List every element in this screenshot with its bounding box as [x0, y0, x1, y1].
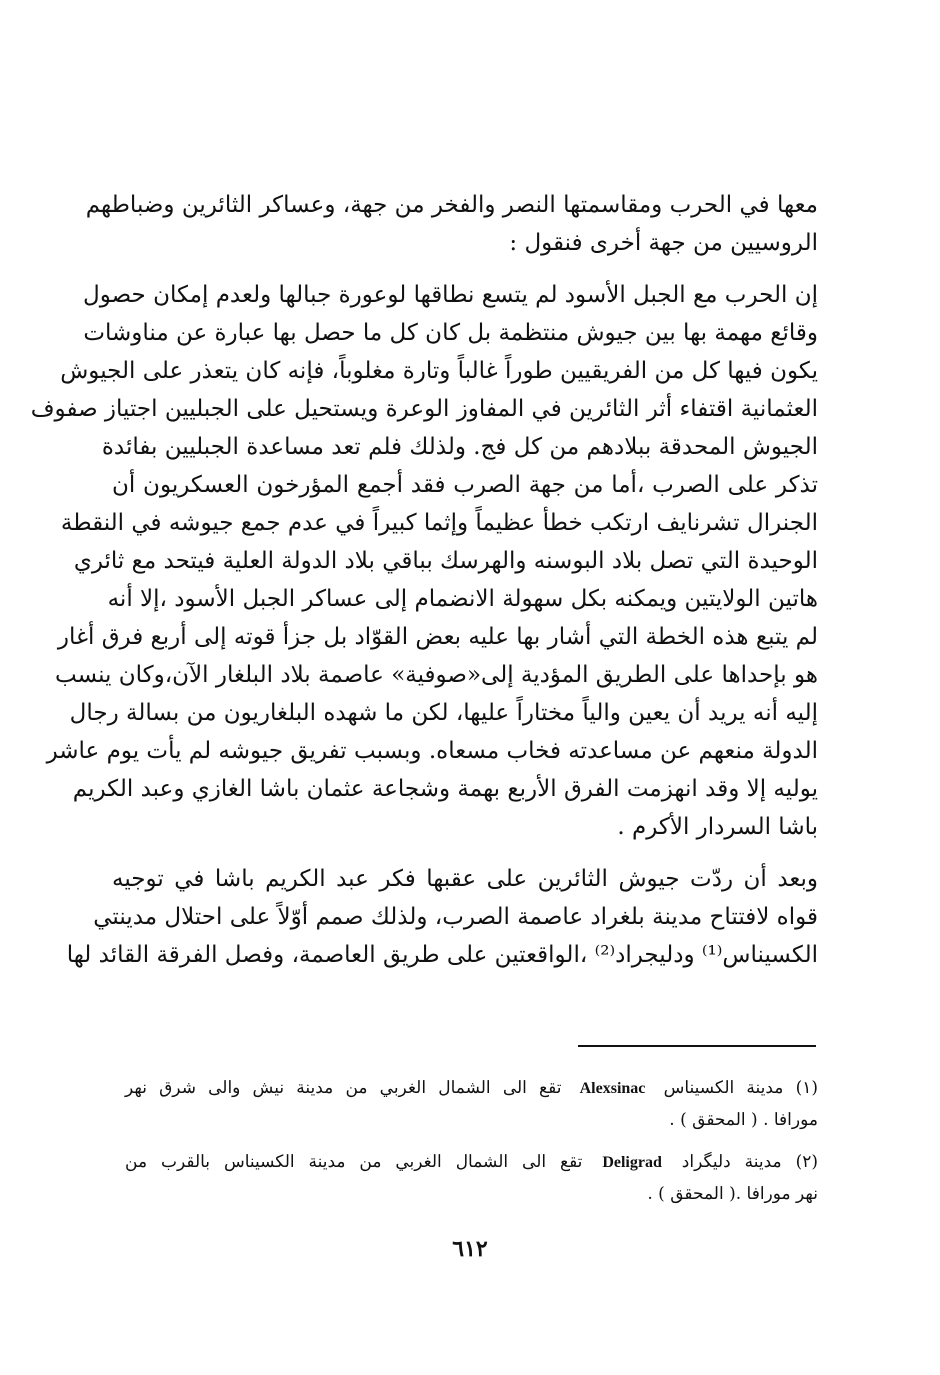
paragraph	[30, 276, 818, 846]
footnote-latin-name: Deligrad	[602, 1154, 662, 1171]
text-line: الروسيين من جهة أخرى فنقول :	[509, 230, 818, 256]
footnote-line: نهر مورافا .( المحقق ) .	[647, 1184, 818, 1204]
main-text	[30, 186, 818, 974]
footnote-line: مورافا . ( المحقق ) .	[669, 1110, 818, 1130]
text-line: الوحيدة التي تصل بلاد البوسنه والهرسك بباقي بلاد الدولة العلية فيتحد مع ثائري	[73, 548, 818, 574]
footnotes	[125, 1072, 818, 1210]
text-line: لم يتبع هذه الخطة التي أشار بها عليه بعض القوّاد بل جزأ قوته إلى أربع فرق أغار	[57, 624, 818, 650]
text-line: معها في الحرب ومقاسمتها النصر والفخر من جهة، وعساكر الثائرين وضباطهم	[85, 192, 818, 218]
footnote-text: تقع الى الشمال الغربي من مدينة نيش والى شرق نهر	[125, 1078, 562, 1098]
footnote-line	[125, 1146, 818, 1178]
text-line: قواه لافتتاح مدينة بلغراد عاصمة الصرب، ولذلك صمم أوّلاً على احتلال مدينتي	[93, 904, 818, 930]
text-line: تذكر على الصرب ،أما من جهة الصرب فقد أجمع المؤرخون العسكريون أن	[112, 472, 818, 498]
footnote-divider	[578, 1045, 816, 1047]
paragraph	[85, 186, 818, 262]
footnote-marker: (١)	[795, 1078, 818, 1098]
text-line: الكسيناس⁽¹⁾ ودليجراد⁽²⁾ ،الواقعتين على طريق العاصمة، وفصل الفرقة القائد لها	[66, 942, 818, 968]
text-line: إن الحرب مع الجبل الأسود لم يتسع نطاقها لوعورة جبالها ولعدم إمكان حصول	[83, 282, 818, 308]
footnote-line	[125, 1072, 818, 1104]
footnote-marker: (٢)	[795, 1152, 819, 1172]
footnote	[125, 1146, 818, 1210]
text-line: يكون فيها كل من الفريقيين طوراً غالباً وتارة مغلوباً، فإنه كان يتعذر على الجيوش	[60, 358, 818, 384]
footnote-text: تقع الى الشمال الغربي من مدينة الكسيناس بالقرب من	[125, 1152, 583, 1172]
text-line: باشا السردار الأكرم .	[617, 814, 818, 840]
text-line: الجنرال تشرنايف ارتكب خطأ عظيماً وإثما كبيراً في عدم جمع جيوشه في النقطة	[60, 510, 818, 536]
footnote-place: مدينة دليگراد	[681, 1152, 782, 1172]
paragraph	[66, 860, 818, 974]
page-number: ٦١٢	[452, 1236, 488, 1262]
text-line: وقائع مهمة بها بين جيوش منتظمة بل كان كل ما حصل بها عبارة عن مناوشات	[83, 320, 818, 346]
text-line: يوليه إلا وقد انهزمت الفرق الأربع بهمة وشجاعة عثمان باشا الغازي وعبد الكريم	[72, 776, 818, 802]
text-line: هاتين الولايتين ويمكنه بكل سهولة الانضمام إلى عساكر الجبل الأسود ،إلا أنه	[107, 586, 818, 612]
text-line: وبعد أن ردّت جيوش الثائرين على عقبها فكر عبد الكريم باشا في توجيه	[112, 866, 818, 892]
footnote	[125, 1072, 818, 1136]
text-line: الجيوش المحدقة ببلادهم من كل فج. ولذلك فلم تعد مساعدة الجبليين بفائدة	[101, 434, 818, 460]
text-line: هو بإحداها على الطريق المؤدية إلى«صوفية» عاصمة بلاد البلغار الآن،وكان ينسب	[55, 662, 818, 688]
text-line: العثمانية اقتفاء أثر الثائرين في المفاوز الوعرة ويستحيل على الجبليين اجتياز صفوف	[30, 396, 818, 422]
footnote-latin-name: Alexsinac	[579, 1080, 646, 1097]
text-line: إليه أنه يريد أن يعين والياً مختاراً عليها، لكن ما شهده البلغاريون من بسالة رجال	[69, 700, 818, 726]
text-line: الدولة منعهم عن مساعدته فخاب مسعاه. وبسبب تفريق جيوشه لم يأت يوم عاشر	[46, 738, 818, 764]
footnote-place: مدينة الكسيناس	[663, 1078, 784, 1098]
